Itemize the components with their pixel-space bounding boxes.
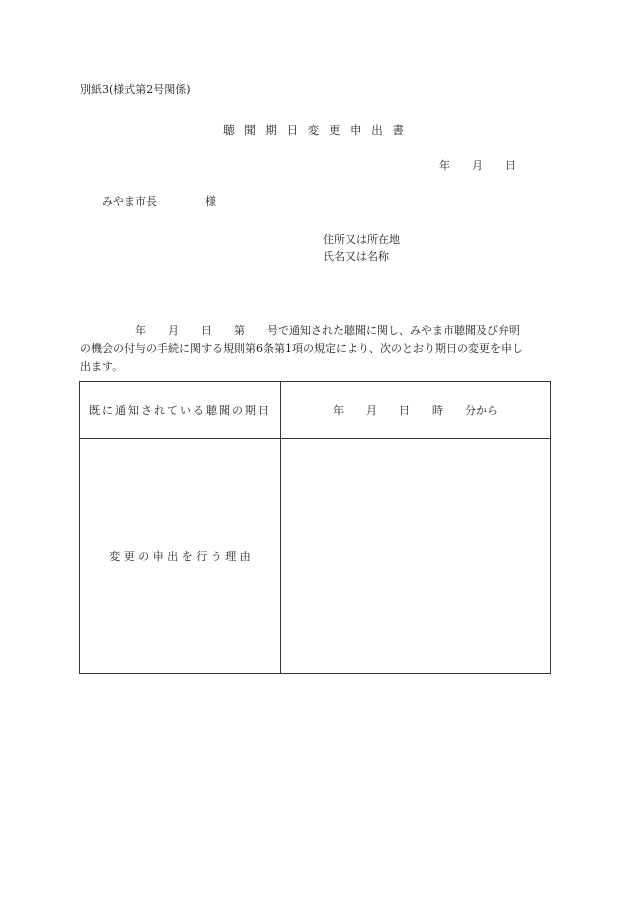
body-line: の機会の付与の手続に関する規則第6条第1項の規定により、次のとおり期日の変更を申し — [80, 342, 523, 355]
name-label: 氏名又は名称 — [323, 250, 389, 263]
change-reason-value — [281, 439, 551, 674]
table-row — [80, 382, 551, 439]
notified-date-label: 既に通知されている聴聞の期日 — [80, 382, 281, 439]
date-day-label: 日 — [505, 159, 516, 172]
date-year-label: 年 — [439, 159, 450, 172]
date-month-label: 月 — [472, 159, 483, 172]
date-line — [439, 157, 516, 173]
request-body-text — [80, 322, 552, 376]
notified-date-value: 年 月 日 時 分から — [281, 382, 551, 439]
address-label: 住所又は所在地 — [323, 233, 400, 246]
table-row — [80, 439, 551, 674]
body-line: 出ます。 — [80, 360, 124, 373]
addressee-honorific: 様 — [205, 195, 216, 208]
addressee — [102, 193, 216, 209]
body-line: 年 月 日 第 号で通知された聴聞に関し、みやま市聴聞及び弁明 — [80, 324, 520, 337]
form-reference: 別紙3(様式第2号関係) — [80, 83, 191, 96]
applicant-block — [323, 231, 400, 265]
request-table — [79, 381, 551, 674]
document-title: 聴 聞 期 日 変 更 申 出 書 — [223, 123, 407, 137]
addressee-name: みやま市長 — [102, 195, 157, 208]
change-reason-label: 変 更 の 申 出 を 行 う 理 由 — [80, 439, 281, 674]
